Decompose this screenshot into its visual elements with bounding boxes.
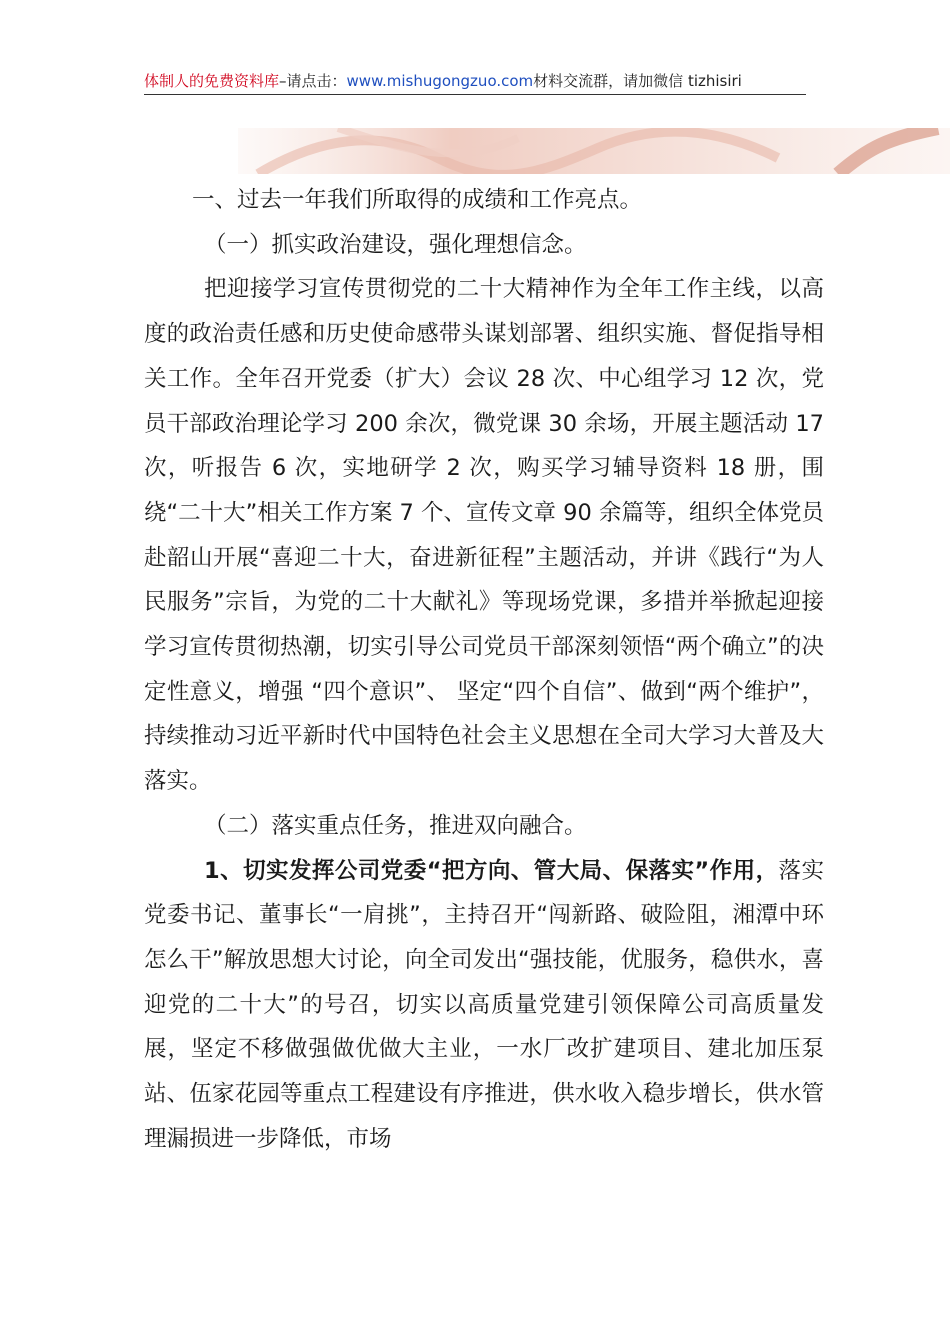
document-body bbox=[144, 178, 824, 1161]
paragraph-key-tasks bbox=[144, 849, 824, 1162]
subsection-heading-2: （二）落实重点任务，推进双向融合。 bbox=[204, 812, 587, 839]
header-note: 材料交流群，请加微信 tizhisiri bbox=[533, 72, 742, 90]
paragraph-rest: 落实党委书记、董事长“一肩挑”，主持召开“闯新路、破险阻，湘潭中环怎么干”解放思想大讨论，向全司发出“强技能，优服务，稳供水，喜迎党的二十大”的号召，切实以高质量党建引领保障公司高质量发展，坚定不移做强做优做大主业，一水厂改扩建项目、建北加压泵站、伍家花园等重点工程建设有序推进，供水收入稳步增长，供水管理漏损进一步降低，市场 bbox=[144, 857, 824, 1152]
decorative-banner bbox=[238, 128, 950, 174]
banner-graphic bbox=[238, 128, 950, 174]
section-heading: 一、过去一年我们所取得的成绩和工作亮点。 bbox=[192, 187, 643, 213]
paragraph-lead-bold: 1、切实发挥公司党委“把方向、管大局、保落实”作用， bbox=[204, 857, 779, 884]
site-name: 体制人的免费资料库 bbox=[144, 72, 280, 90]
header-prompt: –请点击： bbox=[279, 72, 347, 90]
paragraph-political-building: 把迎接学习宣传贯彻党的二十大精神作为全年工作主线，以高度的政治责任感和历史使命感带头谋划部署、组织实施、督促指导相关工作。全年召开党委（扩大）会议 28 次、中心组学习 12 次，党员干部政治理论学习 200 余次，微党课 30 余场，开展主题活动 17 次，听报告 6 次，实地研学 2 次，购买学习辅导资料 18 册，围绕“二十大”相关工作方案 7 个、宣传文章 90 余篇等，组织全体党员赴韶山开展“喜迎二十大，奋进新征程”主题活动，并讲《践行“为人民服务”宗旨，为党的二十大献礼》等现场党课，多措并举掀起迎接学习宣传贯彻热潮，切实引导公司党员干部深刻领悟“两个确立”的决定性意义，增强 “四个意识”、 坚定“四个自信”、做到“两个维护”，持续推动习近平新时代中国特色社会主义思想在全司大学习大普及大落实。 bbox=[144, 276, 824, 795]
page-header bbox=[144, 68, 806, 95]
site-url-link[interactable]: www.mishugongzuo.com bbox=[346, 72, 534, 90]
subsection-heading-1: （一）抓实政治建设，强化理想信念。 bbox=[204, 231, 587, 258]
